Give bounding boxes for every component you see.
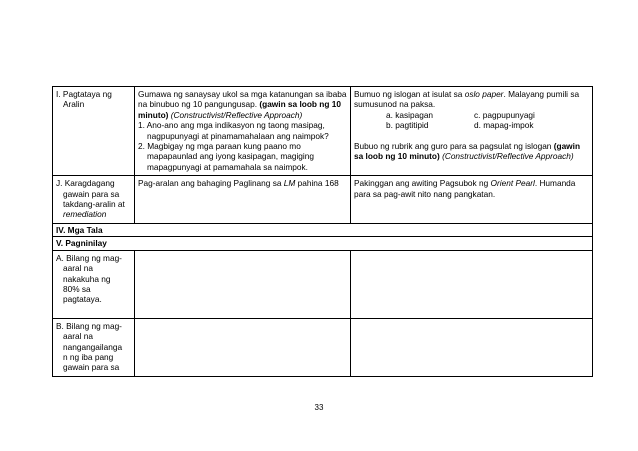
choice-item: c. pagpupunyagi	[474, 109, 535, 120]
topic-choices	[354, 110, 589, 131]
pagtataya-activity-cell: Gumawa ng sanaysay ukol sa mga katanungan sa ibaba na binubuo ng 10 pangungusap. (gawin sa loob ng 10 minuto) (Constructivist/Reflective Approach) 1. Ano-ano ang mga indikasyon ng taong masipag, nagpupunyagi at pinamamahalaan ang naimpok? 2. Magbigay ng mga paraan kung paano mo mapapaunlad ang iyong kasipagan, magiging mapagpunyagi at pamamahala sa naimpok.	[135, 87, 351, 176]
empty-cell	[351, 250, 593, 318]
lesson-plan-table	[52, 86, 593, 377]
table-row	[53, 87, 593, 176]
choice-item: b. pagtitipid	[386, 120, 429, 131]
table-row	[53, 176, 593, 224]
question-item: 1. Ano-ano ang mga indikasyon ng taong masipag, nagpupunyagi at pinamamahalaan ang naimpok?	[138, 120, 329, 141]
table-row	[53, 318, 593, 376]
pagtataya-slogan-cell: Bumuo ng islogan at isulat sa oslo paper. Malayang pumili sa sumusunod na paksa. a. kasipagan c. pagpupunyagi b. pagtitipid d. mapag-impok Bubuo ng rubrik ang guro para sa pagsulat ng islogan (gawin sa loob ng 10 minuto) (Constructivist/Reflective Approach)	[351, 87, 593, 176]
page-number: 33	[314, 403, 324, 412]
empty-cell	[135, 318, 351, 376]
row-label-karagdagang-gawain: J. Karagdagang gawain para sa takdang-aralin at remediation	[53, 176, 135, 224]
section-mga-tala: IV. Mga Tala	[53, 223, 593, 236]
empty-cell	[135, 250, 351, 318]
row-label-bilang-80: A. Bilang ng mag- aaral na nakakuha ng 80% sa pagtataya.	[53, 250, 135, 318]
table-row	[53, 237, 593, 250]
row-label-pagtataya: I. Pagtataya ng Aralin	[53, 87, 135, 176]
empty-cell	[351, 318, 593, 376]
table-row	[53, 223, 593, 236]
choice-item: a. kasipagan	[386, 109, 434, 120]
section-pagninilay: V. Pagninilay	[53, 237, 593, 250]
row-label-bilang-remediation: B. Bilang ng mag- aaral na nangangailanga n ng iba pang gawain para sa	[53, 318, 135, 376]
table-row	[53, 250, 593, 318]
choice-item: d. mapag-impok	[474, 120, 534, 131]
karagdagang-awit-cell: Pakinggan ang awiting Pagsubok ng Orient Pearl. Humanda para sa pag-awit nito nang pangkatan.	[351, 176, 593, 224]
karagdagang-gawain-cell: Pag-aralan ang bahaging Paglinang sa LM pahina 168	[135, 176, 351, 224]
question-item: 2. Magbigay ng mga paraan kung paano mo mapapaunlad ang iyong kasipagan, magiging mapagpunyagi at pamamahala sa naimpok.	[138, 141, 314, 172]
